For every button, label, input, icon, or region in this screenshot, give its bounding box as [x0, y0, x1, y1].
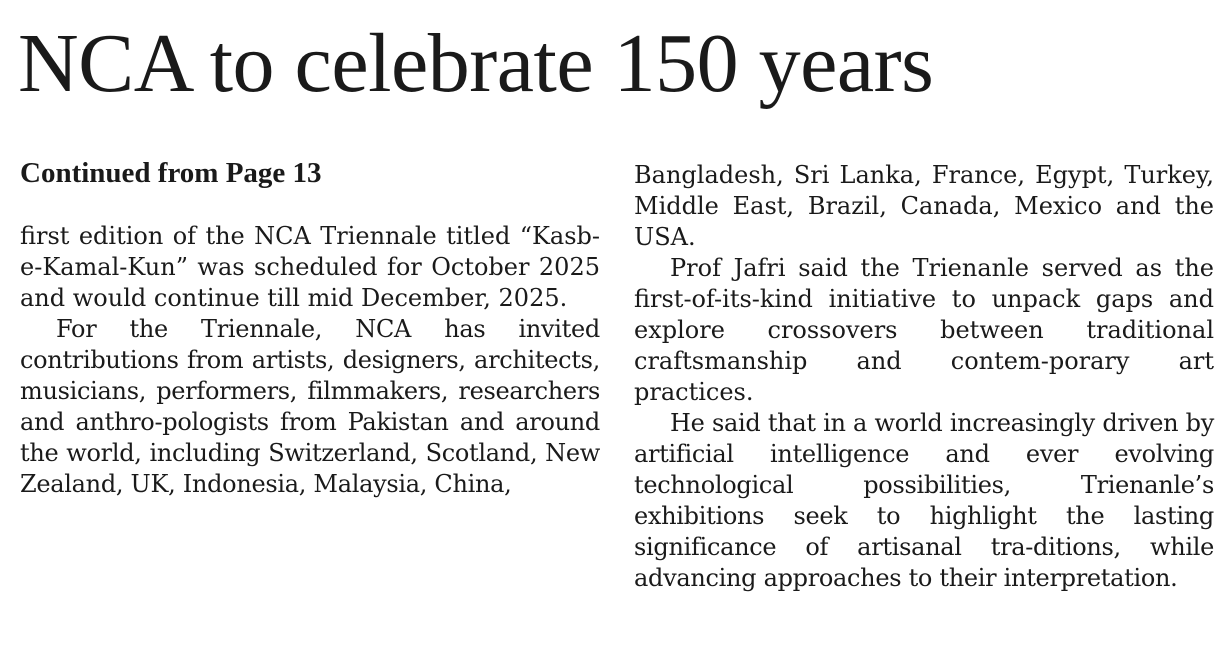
- paragraph: first edition of the NCA Triennale titled “Kasb-e-Kamal-Kun” was scheduled for October 2025 and would continue till mid December, 2025.: [20, 222, 600, 312]
- headline: NCA to celebrate 150 years: [18, 17, 934, 110]
- article-column-left: [20, 158, 600, 500]
- article-column-right: [634, 160, 1214, 594]
- continued-from-label: Continued from Page 13: [20, 157, 322, 189]
- paragraph: Bangladesh, Sri Lanka, France, Egypt, Turkey, Middle East, Brazil, Canada, Mexico and the USA.: [634, 161, 1214, 251]
- paragraph: He said that in a world increasingly driven by artificial intelligence and ever evolving technological possibilities, Trienanle’s exhibitions seek to highlight the lasting significance of artisanal tra-ditions, while advancing approaches to their interpretation.: [634, 409, 1214, 592]
- paragraph: For the Triennale, NCA has invited contributions from artists, designers, architects, musicians, performers, filmmakers, researchers and anthro-pologists from Pakistan and around the world, including Switzerland, Scotland, New Zealand, UK, Indonesia, Malaysia, China,: [20, 315, 600, 498]
- paragraph: Prof Jafri said the Trienanle served as the first-of-its-kind initiative to unpack gaps and explore crossovers between traditional craftsmanship and contem-porary art practices.: [634, 254, 1214, 406]
